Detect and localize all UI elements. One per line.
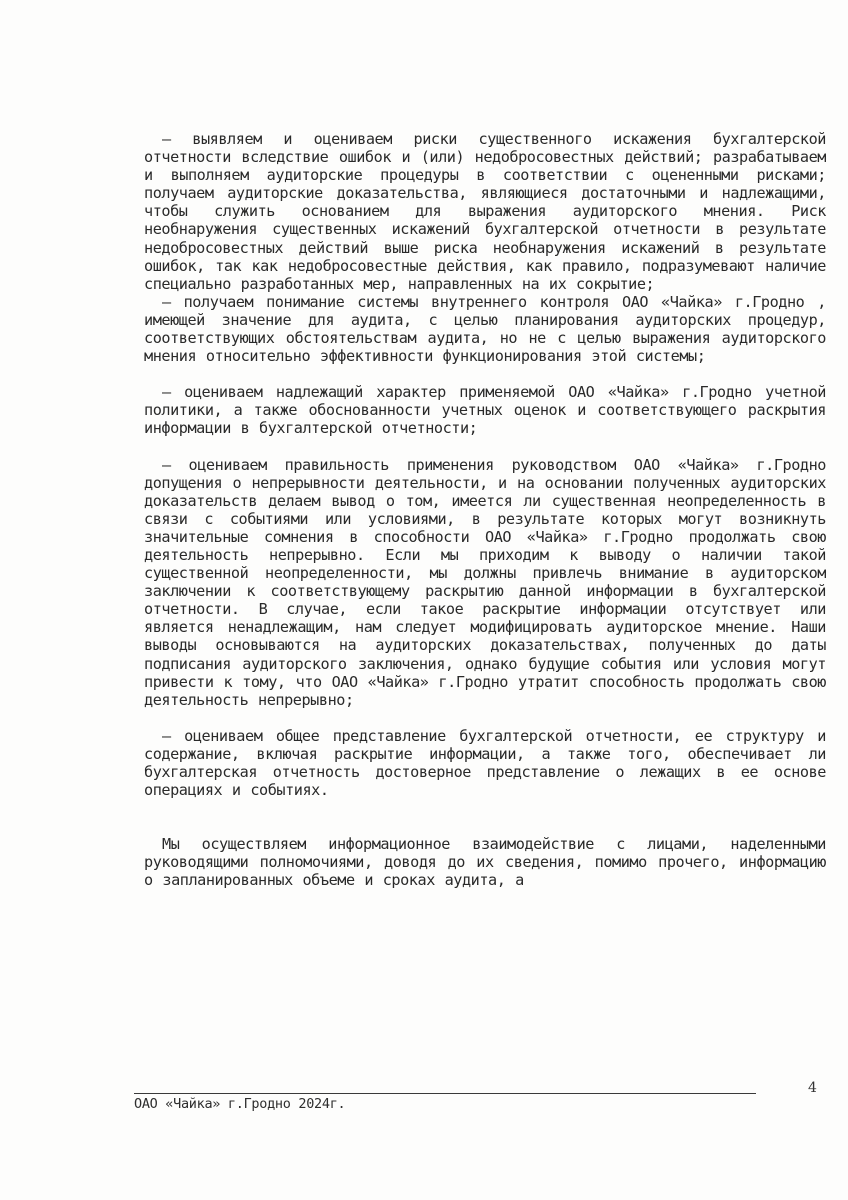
paragraph-going-concern: – оцениваем правильность применения руководством ОАО «Чайка» г.Гродно допущения о непрерывности деятельности, и на основании полученных аудиторских доказательств делаем вывод о том, имеется ли существенная неопределенность в связи с событиями или условиями, в результате которых могут возникнуть значительные сомнения в способности ОАО «Чайка» г.Гродно продолжать свою деятельность непрерывно. Если мы приходим к выводу о наличии такой существенной неопределенности, мы должны привлечь внимание в аудиторском заключении к соответствующему раскрытию данной информации в бухгалтерской отчетности. В случае, если такое раскрытие информации отсутствует или является ненадлежащим, нам следует модифицировать аудиторское мнение. Наши выводы основываются на аудиторских доказательствах, полученных до даты подписания аудиторского заключения, однако будущие события или условия могут привести к тому, что ОАО «Чайка» г.Гродно утратит способность продолжать свою деятельность непрерывно; [144,455,826,709]
paragraph-communication: Мы осуществляем информационное взаимодействие с лицами, наделенными руководящими полномочиями, доводя до их сведения, помимо прочего, информацию о запланированных объеме и сроках аудита, а [144,835,826,890]
paragraph-risk-assessment: – выявляем и оцениваем риски существенного искажения бухгалтерской отчетности вследствие ошибок и (или) недобросовестных действий; разрабатываем и выполняем аудиторские процедуры в соответствии с оцененными рисками; получаем аудиторские доказательства, являющиеся достаточными и надлежащими, чтобы служить основанием для выражения аудиторского мнения. Риск необнаружения существенных искажений бухгалтерской отчетности в результате недобросовестных действий выше риска необнаружения искажений в результате ошибок, так как недобросовестные действия, как правило, подразумевают наличие специально разработанных мер, направленных на их сокрытие; [144,130,826,293]
paragraph-spacer [144,709,826,727]
footer-divider [134,1093,756,1094]
paragraph-spacer [144,799,826,835]
paragraph-spacer [144,438,826,456]
paragraph-overall-presentation: – оцениваем общее представление бухгалтерской отчетности, ее структуру и содержание, включая раскрытие информации, а также того, обеспечивает ли бухгалтерская отчетность достоверное представление о лежащих в ее основе операциях и событиях. [144,726,826,800]
paragraph-internal-control: – получаем понимание системы внутреннего контроля ОАО «Чайка» г.Гродно , имеющей значение для аудита, с целью планирования аудиторских процедур, соответствующих обстоятельствам аудита, но не с целью выражения аудиторского мнения относительно эффективности функционирования этой системы; [144,292,826,366]
paragraph-accounting-policy: – оцениваем надлежащий характер применяемой ОАО «Чайка» г.Гродно учетной политики, а также обоснованности учетных оценок и соответствующего раскрытия информации в бухгалтерской отчетности; [144,383,826,438]
paragraph-spacer [144,365,826,383]
document-body [144,130,826,889]
page-number: 4 [808,1080,817,1096]
footer-text: ОАО «Чайка» г.Гродно 2024г. [134,1096,346,1112]
